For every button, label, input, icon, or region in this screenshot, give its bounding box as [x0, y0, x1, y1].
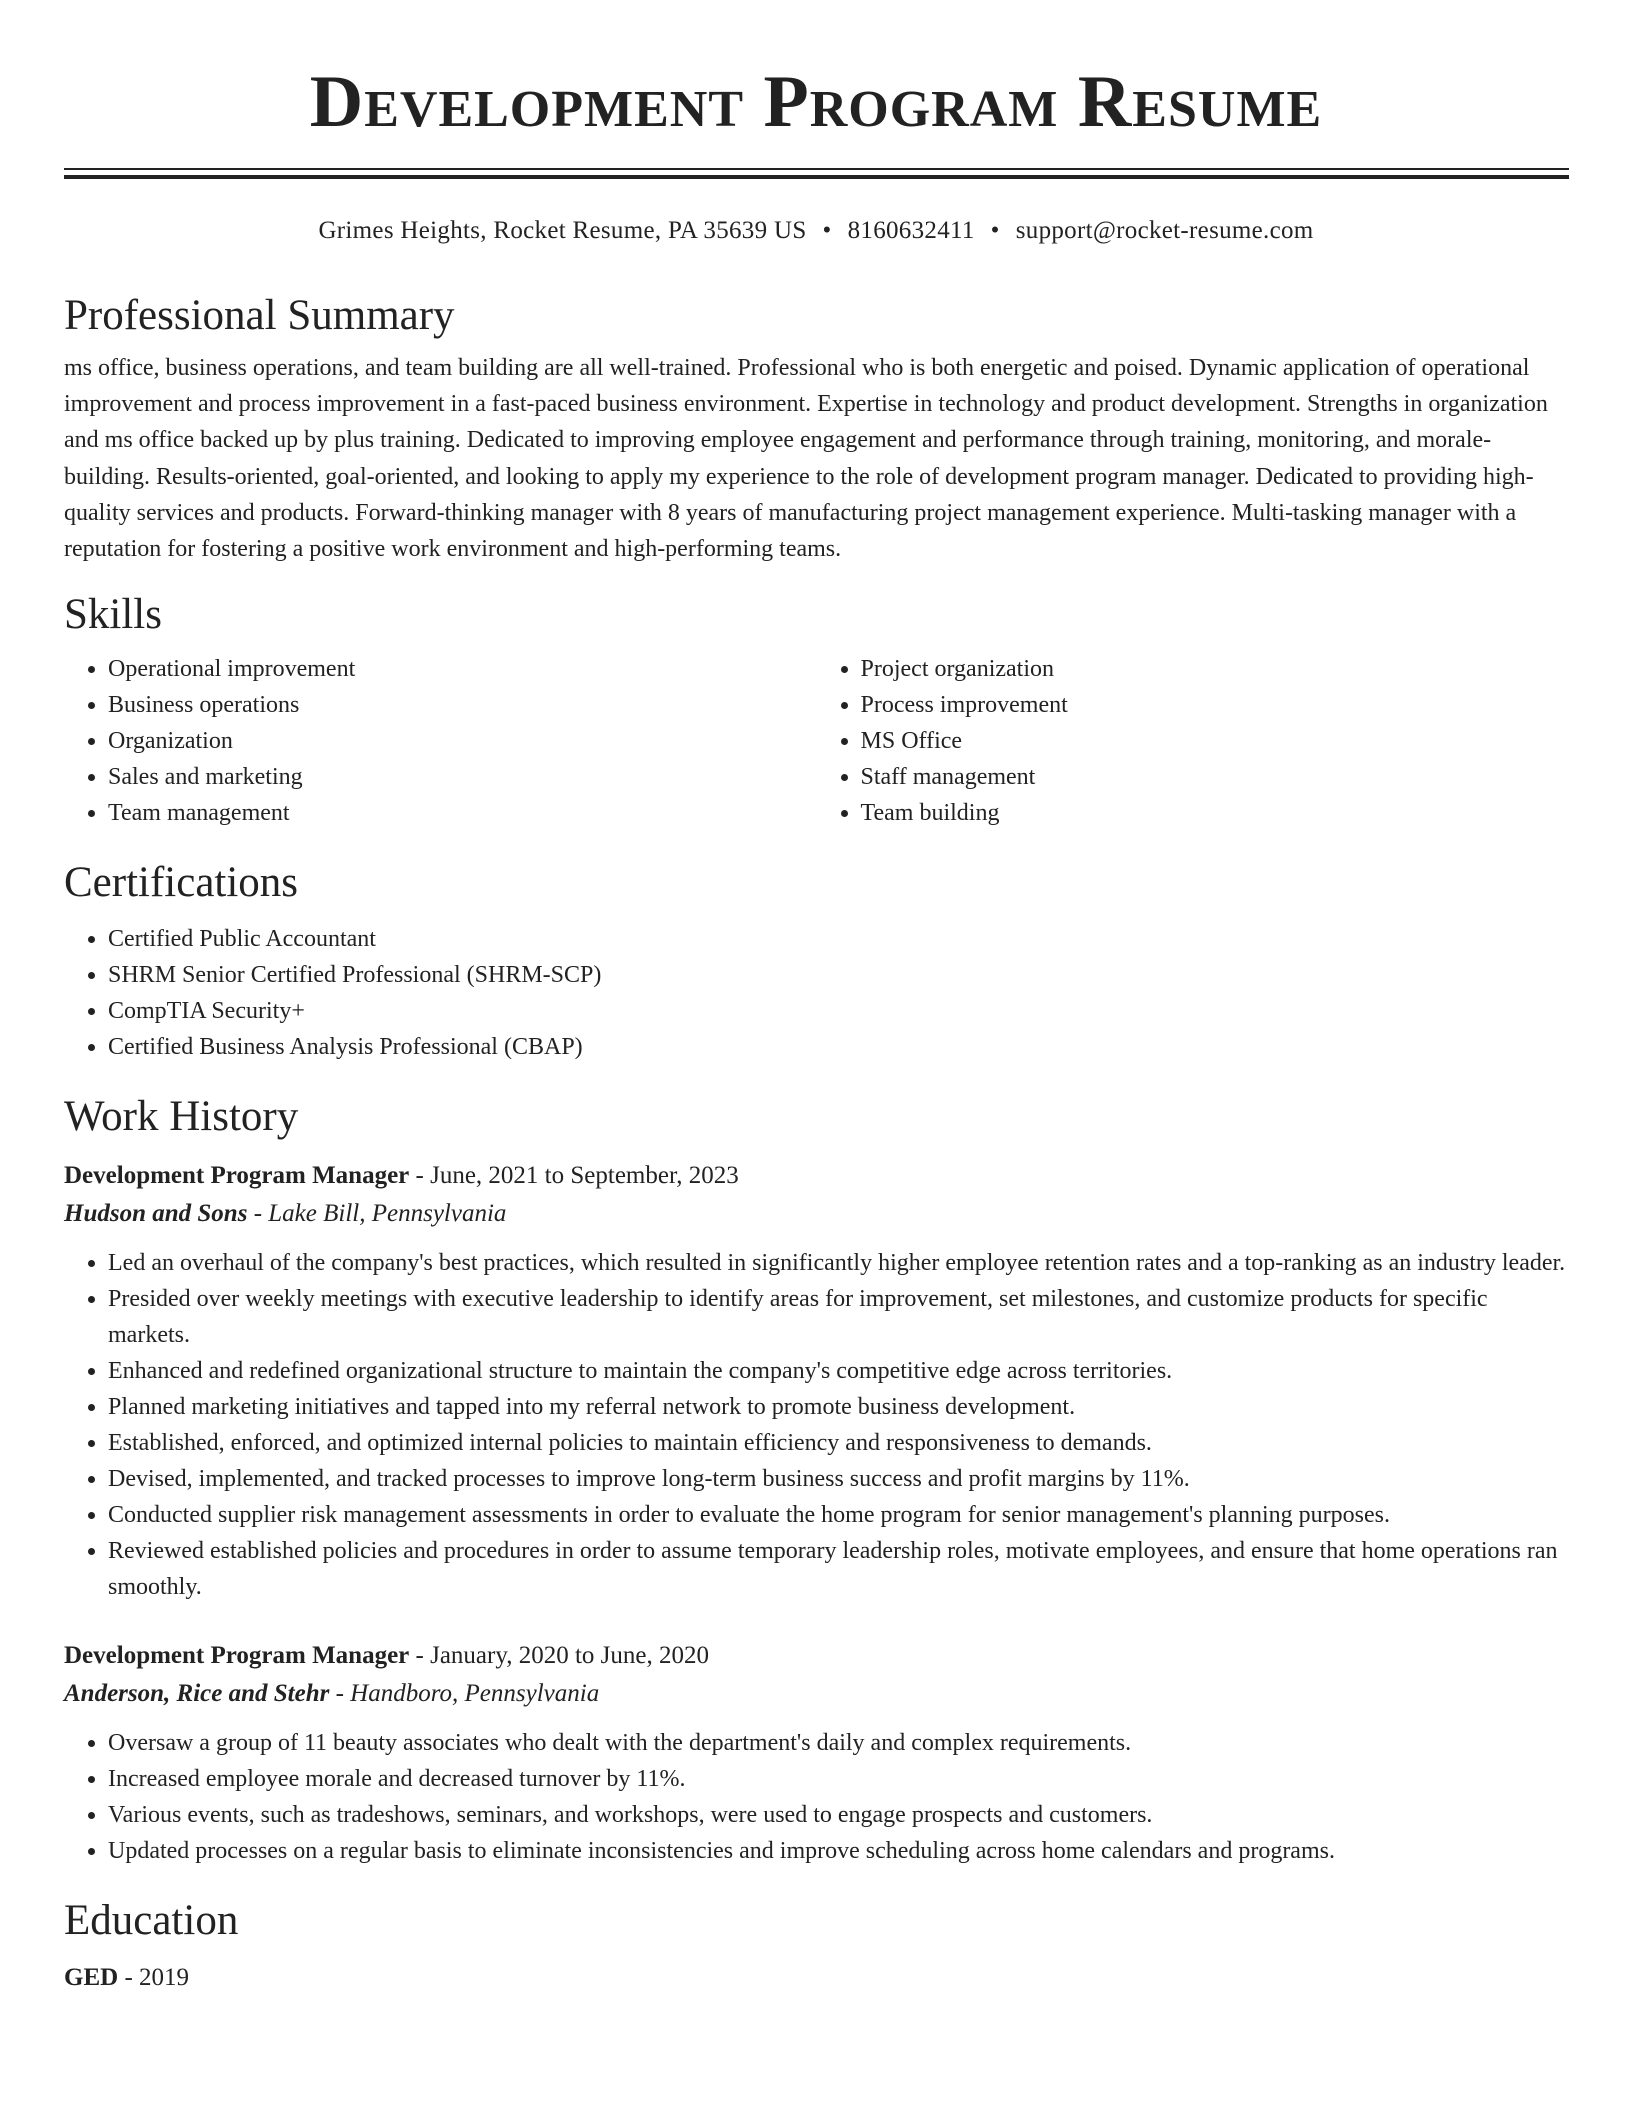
job-bullet: • Oversaw a group of 11 beauty associates who dealt with the department's daily and complex requirements. — [108, 1725, 1569, 1761]
job-bullet: • Increased employee morale and decreased turnover by 11%. — [108, 1761, 1569, 1797]
work-history-heading: Work History — [64, 1093, 299, 1141]
job-bullets — [64, 1725, 1569, 1869]
contact-separator: • — [822, 217, 832, 244]
job-dates: - January, 2020 to June, 2020 — [409, 1642, 710, 1670]
job-title-line — [64, 1157, 1569, 1195]
job-bullet: • Planned marketing initiatives and tapped into my referral network to promote business development. — [108, 1389, 1569, 1425]
job-title: Development Program Manager — [64, 1162, 410, 1190]
skills-list-right — [817, 651, 1570, 831]
skill-item: • Team management — [108, 795, 817, 831]
skill-item: • Team building — [861, 795, 1570, 831]
job-bullet: • Updated processes on a regular basis to eliminate inconsistencies and improve scheduling across home calendars and programs. — [108, 1833, 1569, 1869]
work-history-section — [64, 1089, 1569, 1869]
job-location: - Handboro, Pennsylvania — [329, 1680, 600, 1708]
skill-item: • Sales and marketing — [108, 759, 817, 795]
education-degree: GED — [64, 1964, 119, 1992]
contact-separator: • — [990, 217, 1000, 244]
job-company: Anderson, Rice and Stehr — [64, 1680, 330, 1708]
title-divider-thin — [64, 168, 1569, 170]
education-heading: Education — [64, 1897, 239, 1945]
job-dates: - June, 2021 to September, 2023 — [409, 1162, 739, 1190]
contact-line — [0, 214, 1632, 248]
skill-item: • Organization — [108, 723, 817, 759]
contact-email: support@rocket-resume.com — [1015, 217, 1314, 244]
job-company-line — [64, 1675, 1569, 1713]
certifications-list — [64, 921, 1569, 1065]
title-divider-thick — [64, 175, 1569, 179]
job-location: - Lake Bill, Pennsylvania — [247, 1200, 507, 1228]
certification-item: • CompTIA Security+ — [108, 993, 1569, 1029]
skill-item: • Project organization — [861, 651, 1570, 687]
job-bullet: • Led an overhaul of the company's best practices, which resulted in significantly higher employee retention rates and a top-ranking as an industry leader. — [108, 1245, 1569, 1281]
contact-address: Grimes Heights, Rocket Resume, PA 35639 US — [318, 217, 807, 244]
job-company-line — [64, 1195, 1569, 1233]
job-entry — [64, 1637, 1569, 1869]
certifications-section — [64, 855, 1569, 1065]
education-entry — [64, 1959, 1569, 1997]
skill-item: • Operational improvement — [108, 651, 817, 687]
job-bullet: • Various events, such as tradeshows, seminars, and workshops, were used to engage prospects and customers. — [108, 1797, 1569, 1833]
skills-section — [64, 587, 1569, 831]
certification-item: • Certified Business Analysis Professional (CBAP) — [108, 1029, 1569, 1065]
summary-text: ms office, business operations, and team building are all well-trained. Professional who is both energetic and poised. Dynamic application of operational improvement and process improvement in a fast-paced business environment. Expertise in technology and product development. Strengths in organization and ms office backed up by plus training. Dedicated to improving employee engagement and performance through training, monitoring, and morale-building. Results-oriented, goal-oriented, and looking to apply my experience to the role of development program manager. Dedicated to providing high-quality services and products. Forward-thinking manager with 8 years of manufacturing project management experience. Multi-tasking manager with a reputation for fostering a positive work environment and high-performing teams. — [64, 355, 1548, 563]
resume-content — [64, 288, 1569, 1997]
skills-columns — [64, 651, 1569, 831]
certifications-heading: Certifications — [64, 859, 299, 907]
job-bullet: • Devised, implemented, and tracked processes to improve long-term business success and profit margins by 11%. — [108, 1461, 1569, 1497]
job-bullet: • Conducted supplier risk management assessments in order to evaluate the home program for senior management's planning purposes. — [108, 1497, 1569, 1533]
job-bullet: • Presided over weekly meetings with executive leadership to identify areas for improvement, set milestones, and customize products for specific markets. — [108, 1281, 1569, 1353]
skills-list-left — [64, 651, 817, 831]
job-bullets — [64, 1245, 1569, 1605]
skill-item: • Process improvement — [861, 687, 1570, 723]
job-bullet: • Enhanced and redefined organizational structure to maintain the company's competitive edge across territories. — [108, 1353, 1569, 1389]
skill-item: • Staff management — [861, 759, 1570, 795]
resume-title: Development Program Resume — [309, 61, 1323, 143]
summary-heading: Professional Summary — [64, 292, 455, 339]
job-bullet: • Established, enforced, and optimized internal policies to maintain efficiency and responsiveness to demands. — [108, 1425, 1569, 1461]
summary-section — [64, 288, 1569, 567]
job-title-line — [64, 1637, 1569, 1675]
education-section — [64, 1893, 1569, 1997]
job-bullet: • Reviewed established policies and procedures in order to assume temporary leadership roles, motivate employees, and ensure that home operations ran smoothly. — [108, 1533, 1569, 1605]
skill-item: • Business operations — [108, 687, 817, 723]
skills-heading: Skills — [64, 591, 162, 639]
job-company: Hudson and Sons — [64, 1200, 248, 1228]
job-entry — [64, 1157, 1569, 1605]
certification-item: • Certified Public Accountant — [108, 921, 1569, 957]
skill-item: • MS Office — [861, 723, 1570, 759]
certification-item: • SHRM Senior Certified Professional (SHRM-SCP) — [108, 957, 1569, 993]
contact-phone: 8160632411 — [847, 217, 975, 244]
job-title: Development Program Manager — [64, 1642, 410, 1670]
education-year: - 2019 — [118, 1964, 190, 1992]
